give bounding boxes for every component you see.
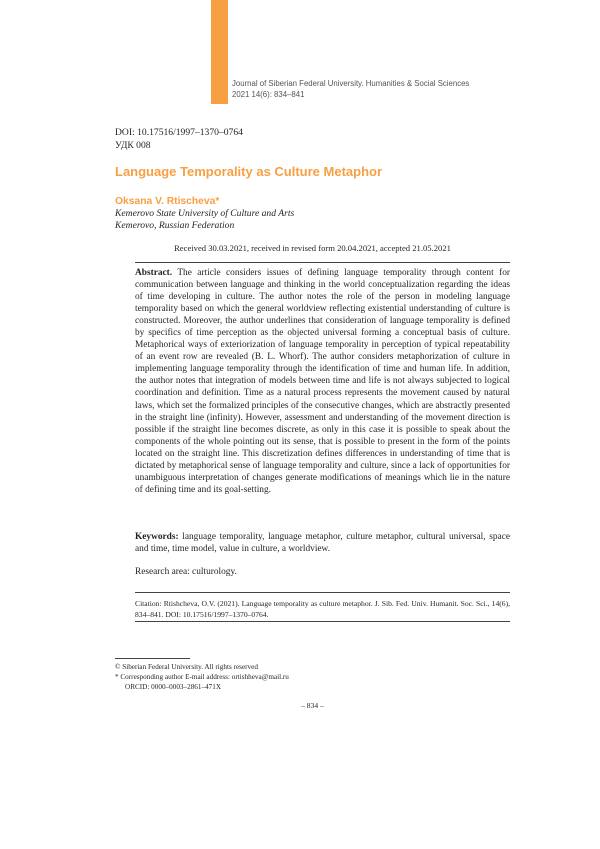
author-affiliation (115, 208, 294, 233)
footnotes (115, 662, 289, 692)
author-name: Oksana V. Rtischeva* (115, 196, 220, 207)
corresponding-author-note: * Corresponding author E-mail address: ortishheva@mail.ru (115, 673, 289, 681)
journal-accent-bar (211, 0, 228, 104)
abstract-text: The article considers issues of defining language temporality through content for communication between language and thinking in the world conceptualization regarding the ideas of time developing in culture. The author notes the role of the person in modeling language temporality based on which the general worldview reflecting existential understanding of culture is constructed. Moreover, the author underlines that consideration of language temporality is defined by specifics of time perception as the objected universal forming a conceptual basis of culture. Metaphorical ways of exteriorization of language temporality in perception of typical repeatability of an event row are revealed (B. L. Whorf). The author considers metaphorization of culture in implementing language temporality through the identification of time and human life. In addition, the author notes that integration of models between time and life is not always subjected to logical coordination and definition. Time as a natural process represents the movement caused by natural laws, which set the formalized principles of the consecutive changes, which are abstractly presented in the straight line (infinity). However, assessment and understanding of the movement direction is possible if the straight line becomes discrete, as only in this case it is possible to speak about the components of the whole pointing out its sense, that is possible to present in the form of the points located on the straight line. This discretization defines differences in understanding of time that is dictated by metaphorical sense of language temporality and culture, since a lack of opportunities for unambiguous interpretation of changes generate modifications of meanings which lie in the nature of defining time and its goal-setting. (135, 268, 510, 495)
doi: DOI: 10.17516/1997–1370–0764 (115, 127, 243, 138)
article-title: Language Temporality as Culture Metaphor (115, 164, 383, 179)
abstract (135, 267, 510, 496)
citation-bottom-rule (135, 621, 510, 622)
affiliation-institution: Kemerovo State University of Culture and Arts (115, 208, 295, 219)
abstract-label: Abstract. (135, 268, 173, 278)
udk: УДК 008 (115, 139, 151, 151)
abstract-top-rule (135, 262, 510, 263)
journal-info (232, 79, 469, 100)
page-number: – 834 – (301, 701, 324, 710)
citation-top-rule (135, 592, 510, 593)
received-dates: Received 30.03.2021, received in revised form 20.04.2021, accepted 21.05.2021 (174, 243, 451, 253)
footnote-rule (115, 658, 190, 659)
keywords-label: Keywords: (135, 532, 179, 542)
keywords-text: language temporality, language metaphor, culture metaphor, cultural universal, space and time, time model, value in culture, a worldview. (135, 532, 510, 555)
copyright-note: © Siberian Federal University. All rights reserved (115, 663, 258, 671)
citation: Citation: Rtishcheva, O.V. (2021). Language temporality as culture metaphor. J. Sib. Fed. Univ. Humanit. Soc. Sci., 14(6), 834–841. DOI: 10.17516/1997–1370–0764. (135, 599, 510, 619)
research-area: Research area: culturology. (135, 567, 237, 577)
affiliation-location: Kemerovo, Russian Federation (115, 220, 235, 232)
journal-issue: 2021 14(6): 834–841 (232, 89, 305, 99)
orcid-note: ORCID: 0000–0003–2861–471X (125, 683, 222, 691)
keywords (135, 531, 510, 555)
journal-name: Journal of Siberian Federal University. Humanities & Social Sciences (232, 79, 470, 88)
identifiers (115, 127, 243, 152)
